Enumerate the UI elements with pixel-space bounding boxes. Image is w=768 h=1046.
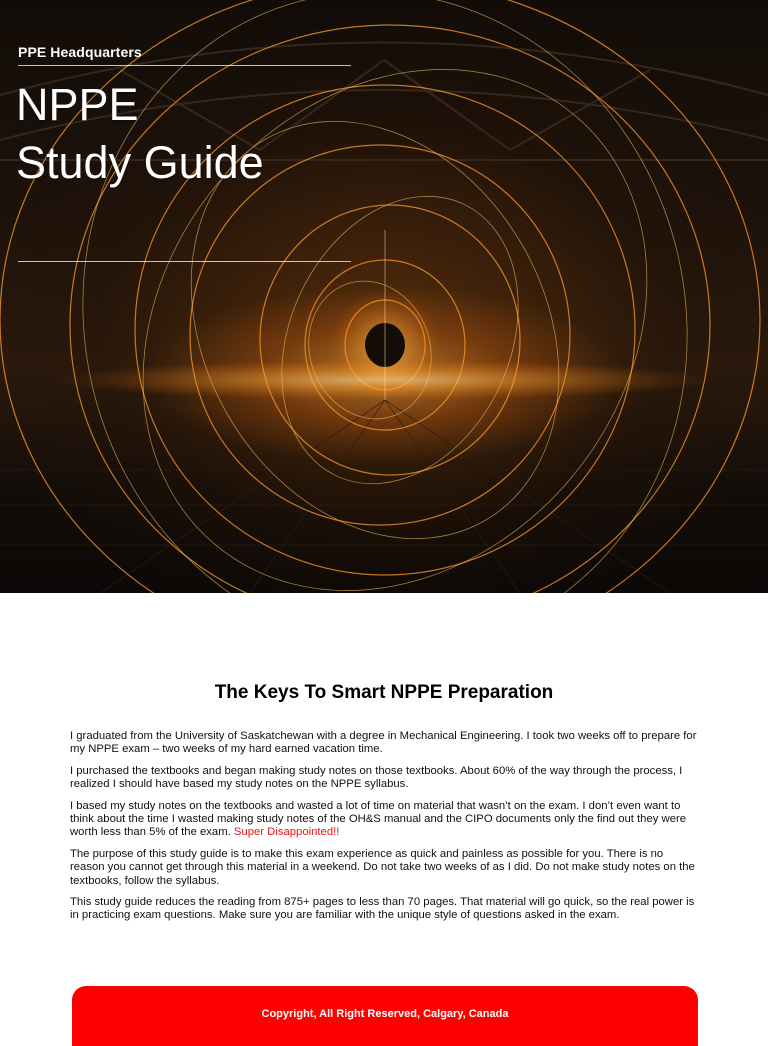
paragraph-3-text: I based my study notes on the textbooks and wasted a lot of time on material that wasn’t on the exam. I don’t even want to think about the time I wasted making study notes of the OH&S manual and the CIPO documents only the find out they were worth less than 5% of the exam. xyxy=(70,799,687,839)
hero-divider-bottom xyxy=(18,261,351,262)
paragraph-2: I purchased the textbooks and began making study notes on those textbooks. About 60% of the way through the process, I realized I should have based my study notes on the NPPE syllabus. xyxy=(70,764,683,791)
hero-title-line-2: Study Guide xyxy=(16,137,264,188)
paragraph-4: The purpose of this study guide is to make this exam experience as quick and painless as possible for you. There is no reason you cannot get through this material in a weekend. Do not take two weeks of as I did. Do not make study notes on the textbooks, follow the syllabus. xyxy=(70,847,695,887)
hero-subtitle: PPE Headquarters xyxy=(18,44,142,60)
footer-bar xyxy=(72,986,698,1046)
hero-title-line-1: NPPE xyxy=(16,79,139,130)
hero-divider-top xyxy=(18,65,351,66)
paragraph-5: This study guide reduces the reading from 875+ pages to less than 70 pages. That material will go quick, so the real power is in practicing exam questions. Make sure you are familiar with the unique style of questions asked in the exam. xyxy=(70,896,695,922)
article-heading: The Keys To Smart NPPE Preparation xyxy=(214,682,554,703)
paragraph-3 xyxy=(70,800,700,840)
paragraph-1: I graduated from the University of Saskatchewan with a degree in Mechanical Engineering. I took two weeks off to prepare for my NPPE exam – two weeks of my hard earned vacation time. xyxy=(70,730,697,756)
hero-title xyxy=(16,76,264,192)
disappointed-highlight: Super Disappointed!! xyxy=(233,826,340,839)
article-body xyxy=(70,730,700,931)
copyright-text: Copyright, All Right Reserved, Calgary, Canada xyxy=(261,1008,509,1020)
